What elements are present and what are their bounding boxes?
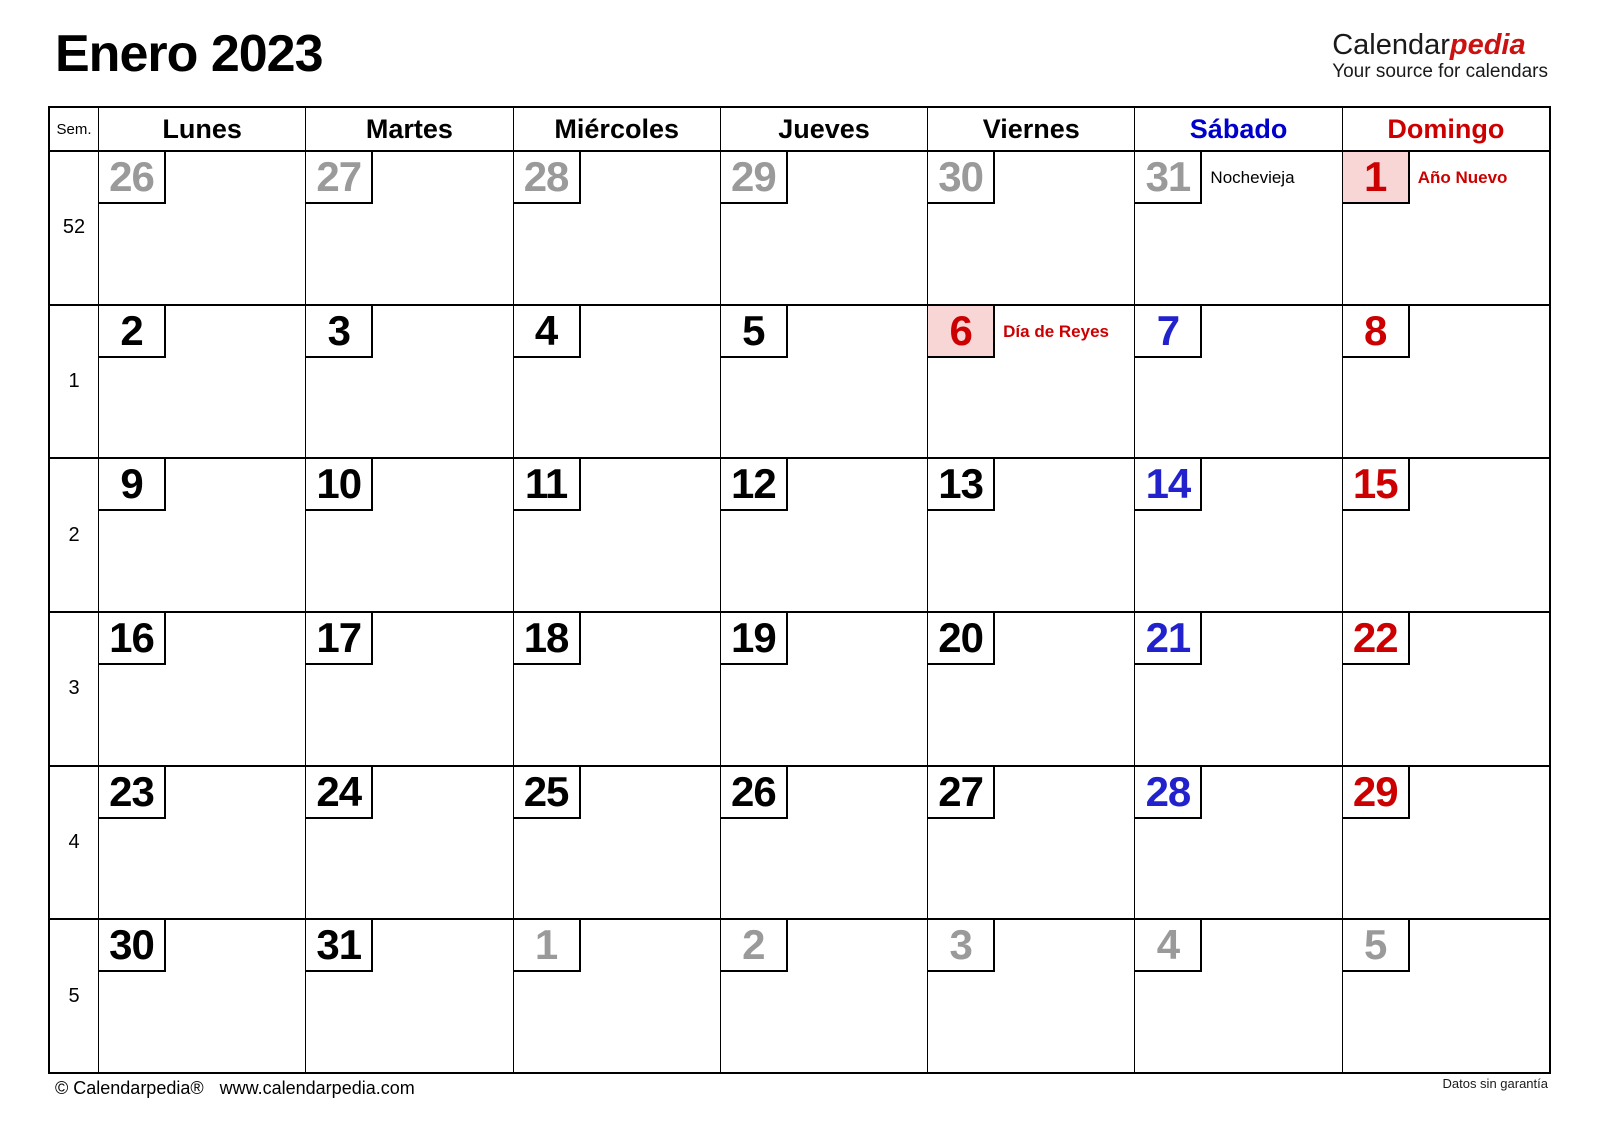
copyright-text: © Calendarpedia® <box>55 1078 204 1098</box>
day-cell <box>927 920 1134 1072</box>
day-header: Miércoles <box>513 108 720 150</box>
day-number: 29 <box>721 152 788 204</box>
week-column-header: Sem. <box>56 120 92 138</box>
day-number: 2 <box>721 920 788 972</box>
logo-text-pedia: pedia <box>1449 29 1526 61</box>
disclaimer-text: Datos sin garantía <box>1442 1076 1548 1091</box>
logo-wordmark <box>1332 30 1548 60</box>
week-row <box>50 150 1549 304</box>
week-number: 4 <box>68 831 80 854</box>
day-number: 27 <box>306 152 373 204</box>
day-cell <box>513 613 720 765</box>
day-cell <box>98 306 305 458</box>
day-number: 6 <box>928 306 995 358</box>
week-number: 1 <box>68 370 80 392</box>
logo-tagline: Your source for calendars <box>1332 61 1548 83</box>
day-cell <box>98 613 305 765</box>
day-cell <box>305 920 512 1072</box>
day-header: Jueves <box>720 108 927 150</box>
day-cell <box>927 459 1134 611</box>
week-number: 52 <box>62 216 86 239</box>
day-number: 24 <box>306 767 373 819</box>
day-cell <box>927 613 1134 765</box>
week-number: 3 <box>68 677 80 700</box>
day-cell <box>98 152 305 304</box>
day-cell <box>1342 459 1549 611</box>
website-link[interactable]: www.calendarpedia.com <box>219 1078 415 1098</box>
day-number: 18 <box>514 613 581 665</box>
day-number: 20 <box>928 613 995 665</box>
day-number: 7 <box>1135 306 1202 358</box>
day-cell <box>98 767 305 919</box>
day-number: 10 <box>306 459 373 511</box>
day-cell <box>98 920 305 1072</box>
day-number: 28 <box>514 152 581 204</box>
footer-copyright-line <box>55 1078 415 1099</box>
day-number: 1 <box>514 920 581 972</box>
day-cell <box>1134 306 1341 458</box>
day-number: 9 <box>99 459 166 511</box>
day-number: 2 <box>99 306 166 358</box>
day-cell <box>720 152 927 304</box>
day-number: 4 <box>1135 920 1202 972</box>
day-number: 26 <box>721 767 788 819</box>
day-cell <box>1134 459 1341 611</box>
page-title: Enero 2023 <box>55 25 323 83</box>
day-cell <box>513 152 720 304</box>
calendar <box>48 106 1551 1074</box>
day-number: 12 <box>721 459 788 511</box>
day-number: 5 <box>721 306 788 358</box>
day-cell <box>513 767 720 919</box>
day-header: Viernes <box>927 108 1134 150</box>
day-number: 30 <box>928 152 995 204</box>
day-cell <box>720 459 927 611</box>
day-number: 15 <box>1343 459 1410 511</box>
day-cell <box>513 459 720 611</box>
day-number: 26 <box>99 152 166 204</box>
week-row <box>50 457 1549 611</box>
day-cell <box>1342 920 1549 1072</box>
day-number: 13 <box>928 459 995 511</box>
day-number: 11 <box>514 459 581 511</box>
day-cell <box>927 767 1134 919</box>
day-number: 25 <box>514 767 581 819</box>
holiday-label: Año Nuevo <box>1417 168 1508 187</box>
calendarpedia-logo[interactable] <box>1332 30 1548 82</box>
logo-text-calendar: Calendar <box>1332 29 1450 61</box>
holiday-label: Nochevieja <box>1210 168 1295 187</box>
day-number: 19 <box>721 613 788 665</box>
day-number: 17 <box>306 613 373 665</box>
week-number: 2 <box>68 523 80 546</box>
day-cell <box>1134 613 1341 765</box>
week-row <box>50 918 1549 1072</box>
day-cell <box>1134 920 1341 1072</box>
day-header: Domingo <box>1342 108 1549 150</box>
day-number: 27 <box>928 767 995 819</box>
day-number: 5 <box>1343 920 1410 972</box>
day-number: 14 <box>1135 459 1202 511</box>
holiday-label: Día de Reyes <box>1003 321 1109 341</box>
day-number: 23 <box>99 767 166 819</box>
day-cell <box>305 459 512 611</box>
day-cell <box>1342 613 1549 765</box>
day-cell <box>1134 152 1341 304</box>
day-cell <box>1342 767 1549 919</box>
day-cell <box>98 459 305 611</box>
day-header: Lunes <box>98 108 305 150</box>
day-cell <box>927 306 1134 458</box>
day-number: 8 <box>1343 306 1410 358</box>
day-number: 21 <box>1135 613 1202 665</box>
day-number: 22 <box>1343 613 1410 665</box>
day-number: 29 <box>1343 767 1410 819</box>
day-cell <box>305 767 512 919</box>
day-cell <box>720 920 927 1072</box>
day-cell <box>513 920 720 1072</box>
day-cell <box>1342 306 1549 458</box>
day-cell <box>513 306 720 458</box>
day-cell <box>1134 767 1341 919</box>
day-number: 30 <box>99 920 166 972</box>
day-number: 4 <box>514 306 581 358</box>
day-cell <box>720 306 927 458</box>
day-cell <box>720 613 927 765</box>
day-number: 31 <box>306 920 373 972</box>
day-cell <box>305 613 512 765</box>
day-cell <box>305 152 512 304</box>
day-cell <box>305 306 512 458</box>
day-cell <box>720 767 927 919</box>
day-cell <box>927 152 1134 304</box>
week-row <box>50 765 1549 919</box>
day-header: Sábado <box>1134 108 1341 150</box>
day-number: 16 <box>99 613 166 665</box>
day-number: 3 <box>306 306 373 358</box>
day-number: 3 <box>928 920 995 972</box>
day-number: 28 <box>1135 767 1202 819</box>
week-number: 5 <box>68 984 80 1007</box>
day-header: Martes <box>305 108 512 150</box>
calendar-header-row <box>50 108 1549 150</box>
week-row <box>50 611 1549 765</box>
day-number: 1 <box>1343 152 1410 204</box>
week-row <box>50 304 1549 458</box>
day-number: 31 <box>1135 152 1202 204</box>
day-cell <box>1342 152 1549 304</box>
